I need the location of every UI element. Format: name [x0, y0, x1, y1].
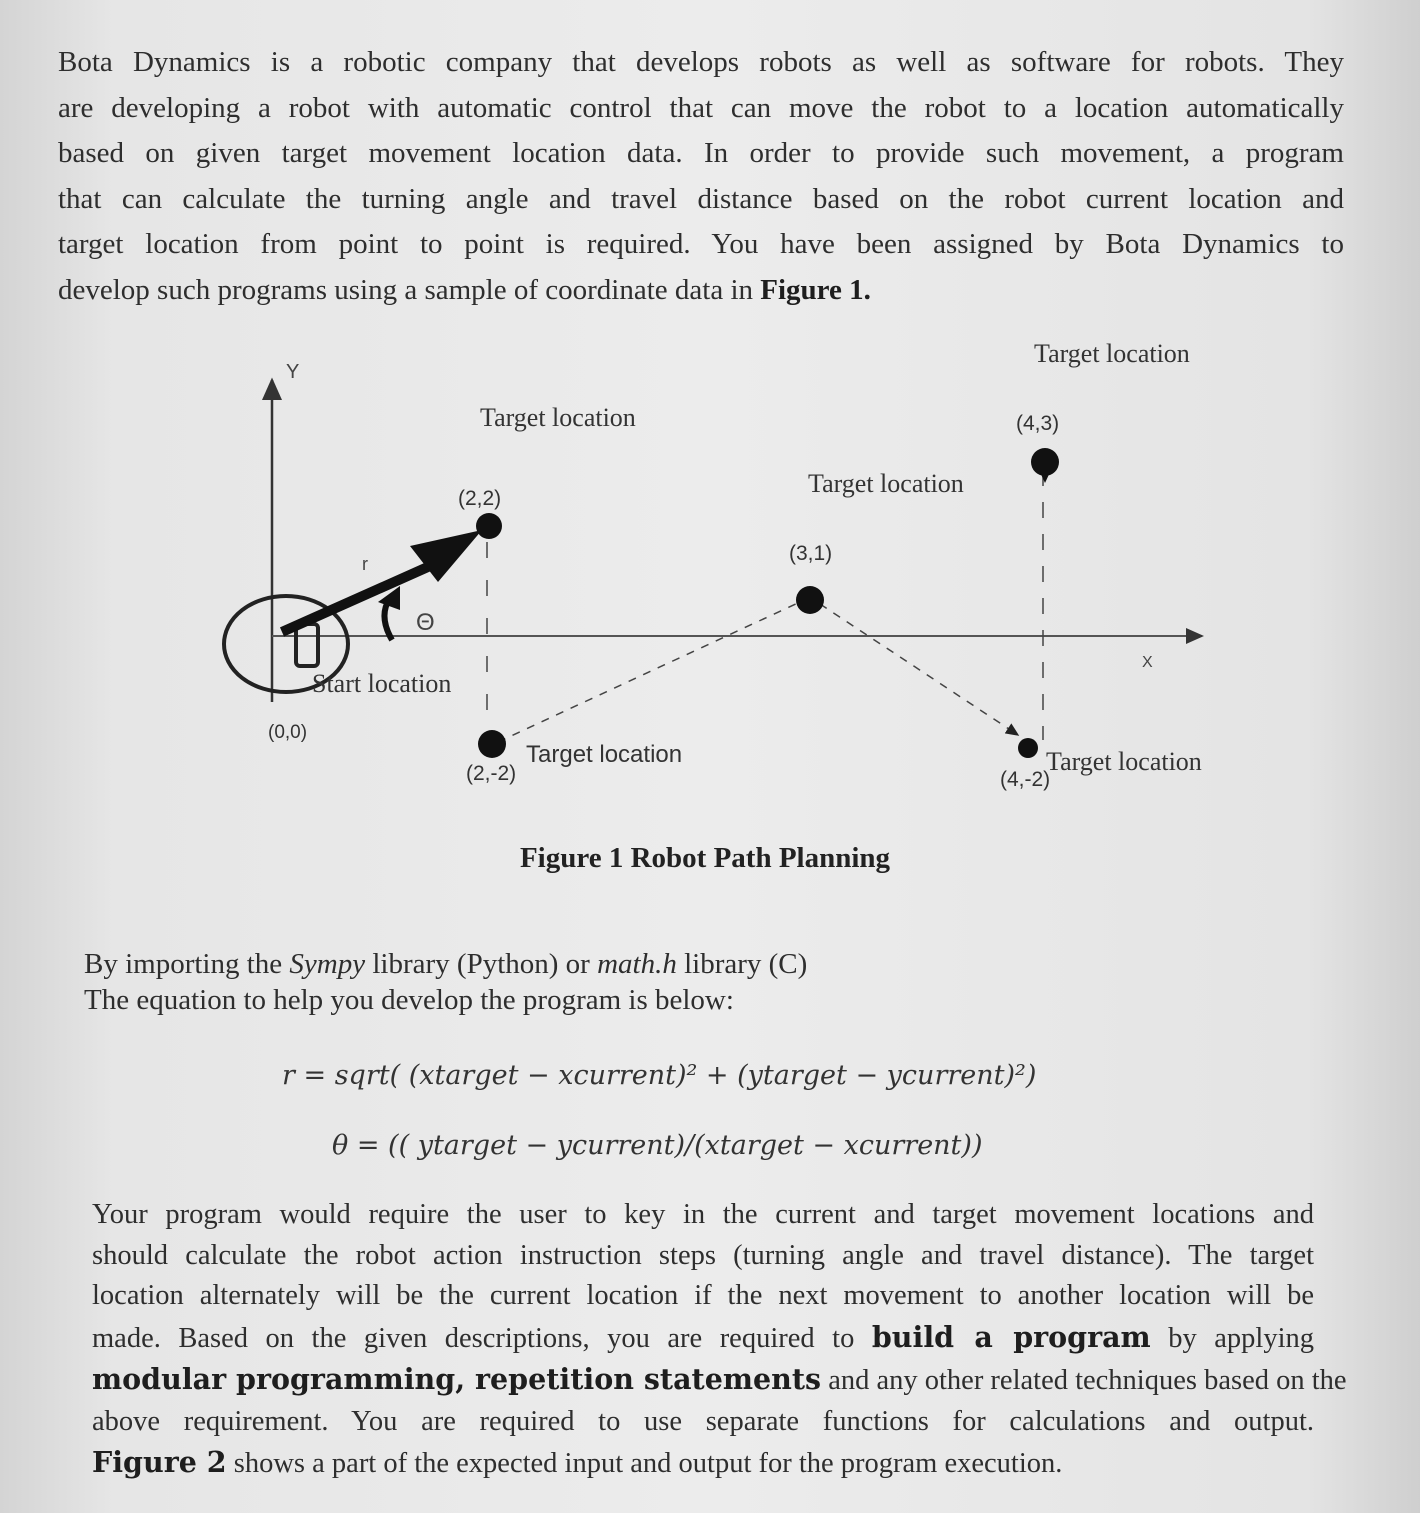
intro-line: that can calculate the turning angle and travel distance based on the robot current location and: [58, 182, 1344, 215]
figure-2-reference: Figure 2: [92, 1445, 227, 1479]
build-program-emphasis: build a program: [871, 1319, 1151, 1354]
intro-line-last: [58, 268, 1344, 314]
point-label-3-1: Target location: [808, 469, 964, 498]
origin-label: (0,0): [268, 722, 308, 743]
req-line: location alternately will be the current location if the next movement to another location will be: [92, 1280, 1314, 1311]
import-line: [84, 948, 807, 981]
requirements-paragraph: [92, 1195, 1347, 1485]
point-label-4-3: Target location: [1034, 339, 1190, 368]
y-axis-label: Y: [286, 361, 300, 383]
r-label: r: [362, 554, 368, 574]
req-text: and any other related techniques based on the: [821, 1365, 1347, 1396]
intro-line: target location from point to point is required. You have been assigned by Bota Dynamics to: [58, 228, 1344, 260]
point-coord-2-2: (2,2): [458, 487, 502, 510]
req-line: Your program would require the user to key in the current and target movement locations and: [92, 1199, 1314, 1230]
intro-line: are developing a robot with automatic control that can move the robot to a location automatically: [58, 91, 1344, 124]
intro-line: based on given target movement location data. In order to provide such movement, a program: [58, 137, 1344, 169]
figure-caption: Figure 1 Robot Path Planning: [519, 842, 891, 874]
angle-equation: θ = (( ytarget − ycurrent)/(xtarget − xcurrent)): [332, 1130, 983, 1161]
point-label-4-neg2: Target location: [1046, 747, 1202, 776]
path-segment-2: [498, 602, 800, 742]
robot-path-figure: [0, 320, 1420, 820]
intro-line: Bota Dynamics is a robotic company that develops robots as well as software for robots. They: [58, 46, 1344, 78]
target-point-2-neg2: [478, 730, 506, 758]
sympy-library: Sympy: [289, 948, 366, 980]
distance-equation: r = sqrt( (xtarget − xcurrent)² + (ytarget − ycurrent)²): [282, 1060, 1037, 1091]
math-h-library: math.h: [597, 948, 677, 980]
figure-1-reference: Figure 1.: [760, 273, 871, 306]
import-text-post: library (C): [676, 948, 808, 980]
req-line-last: [92, 1442, 1314, 1485]
req-line: [92, 1359, 1347, 1402]
req-text: made. Based on the given descriptions, you are required to: [92, 1322, 872, 1354]
equation-intro: The equation to help you develop the program is below:: [84, 984, 734, 1016]
target-point-4-neg2: [1018, 738, 1038, 758]
techniques-emphasis: modular programming, repetition statements: [92, 1362, 822, 1396]
x-axis-label: X: [1142, 654, 1153, 671]
intro-paragraph: [58, 40, 1344, 313]
intro-last-text: develop such programs using a sample of coordinate data in: [58, 273, 761, 306]
point-coord-3-1: (3,1): [789, 542, 833, 565]
import-text-pre: By importing the: [84, 948, 290, 980]
point-coord-2-neg2: (2,-2): [466, 762, 517, 785]
start-location-label: Start location: [312, 669, 452, 698]
robot-icon: [296, 624, 318, 666]
path-segment-3: [820, 604, 1018, 735]
point-label-2-2: Target location: [480, 403, 636, 432]
req-text: by applying: [1150, 1322, 1314, 1354]
req-line: above requirement. You are required to use separate functions for calculations and output.: [92, 1405, 1314, 1437]
target-point-3-1: [796, 586, 824, 614]
theta-label: Θ: [416, 609, 435, 636]
req-text: shows a part of the expected input and output for the program execution.: [226, 1448, 1063, 1479]
req-line: should calculate the robot action instruction steps (turning angle and travel distance). The target: [92, 1239, 1314, 1271]
target-point-4-3-pin: [1039, 470, 1051, 483]
point-coord-4-neg2: (4,-2): [1000, 768, 1051, 791]
point-label-2-neg2: Target location: [526, 741, 683, 768]
req-line: [92, 1317, 1314, 1360]
import-text-mid: library (Python) or: [365, 948, 598, 980]
point-coord-4-3: (4,3): [1016, 412, 1060, 435]
target-point-2-2: [476, 513, 502, 539]
